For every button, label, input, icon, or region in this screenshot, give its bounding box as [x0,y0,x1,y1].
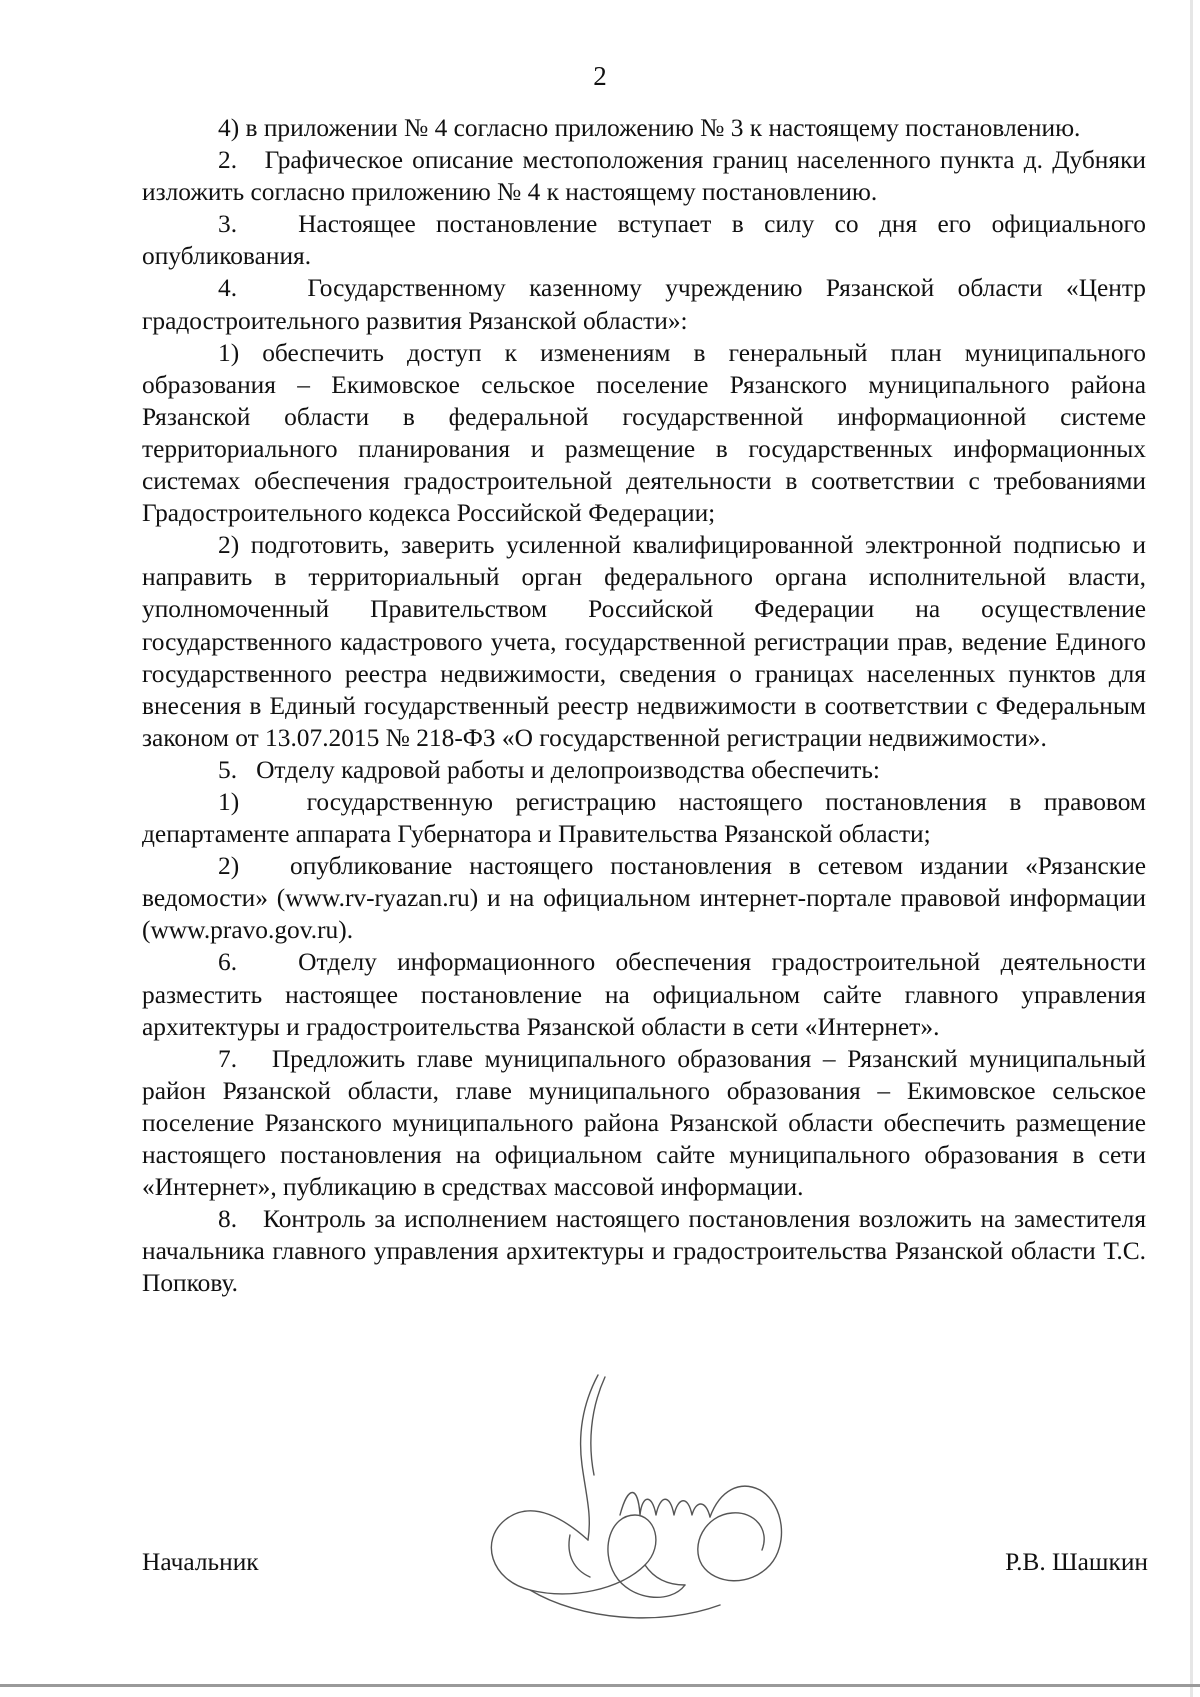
paragraph: 2. Графическое описание местоположения границ населенного пункта д. Дубняки изложить согласно приложению № 4 к настоящему постановлению. [142,146,1146,207]
paragraph: 1) государственную регистрацию настоящего постановления в правовом департаменте аппарата Губернатора и Правительства Рязанской области; [142,787,1146,849]
paragraph: 2) подготовить, заверить усиленной квалифицированной электронной подписью и направить в территориальный орган федерального органа исполнительной власти, уполномоченный Правительством Российской Федерации на осуществление государственного кадастрового учета, государственной регистрации прав, ведение Единого государственного реестра недвижимости, сведения о границах населенных пунктов для внесения в Единый государственный реестр недвижимости в соответствии с Федеральным законом от 13.07.2015 № 218-ФЗ «О государственной регистрации недвижимости». [142,531,1146,752]
paragraph: 5. Отделу кадровой работы и делопроизводства обеспечить: [218,755,880,784]
paragraph: 8. Контроль за исполнением настоящего постановления возложить на заместителя начальника главного управления архитектуры и градостроительства Рязанской области Т.С. Попкову. [142,1205,1146,1298]
paragraph: 4) в приложении № 4 согласно приложению № 3 к настоящему постановлению. [218,114,1081,142]
paragraph: 2) опубликование настоящего постановления в сетевом издании «Рязанские ведомости» (www.rv-ryazan.ru) и на официальном интернет-портале правовой информации (www.pravo.gov.ru). [142,852,1146,945]
page-number: 2 [593,61,607,91]
page-edge-shadow [1190,0,1193,1697]
paragraph: 7. Предложить главе муниципального образования – Рязанский муниципальный район Рязанской области, главе муниципального образования – Екимовское сельское поселение Рязанского муниципального района Рязанской области обеспечить размещение настоящего постановления на официальном сайте муниципального образования в сети «Интернет», публикацию в средствах массовой информации. [142,1044,1146,1202]
paragraph: 6. Отделу информационного обеспечения градостроительной деятельности разместить настоящее постановление на официальном сайте главного управления архитектуры и градостроительства Рязанской области в сети «Интернет». [142,948,1146,1041]
scan-bottom-rule [0,1684,1200,1687]
paragraph: 3. Настоящее постановление вступает в силу со дня его официального опубликования. [142,210,1146,271]
handwritten-signature-icon [470,1365,800,1665]
paragraph: 1) обеспечить доступ к изменениям в генеральный план муниципального образования – Екимовское сельское поселение Рязанского муниципального района Рязанской области в федеральной государственной информационной системе территориального планирования и размещение в государственных информационных системах обеспечения градостроительной деятельности в соответствии с требованиями Градостроительного кодекса Российской Федерации; [142,338,1146,528]
signatory-position: Начальник [142,1548,259,1576]
signatory-name: Р.В. Шашкин [1005,1548,1148,1576]
document-body [142,112,1146,1299]
paragraph: 4. Государственному казенному учреждению Рязанской области «Центр градостроительного развития Рязанской области»: [142,274,1146,335]
